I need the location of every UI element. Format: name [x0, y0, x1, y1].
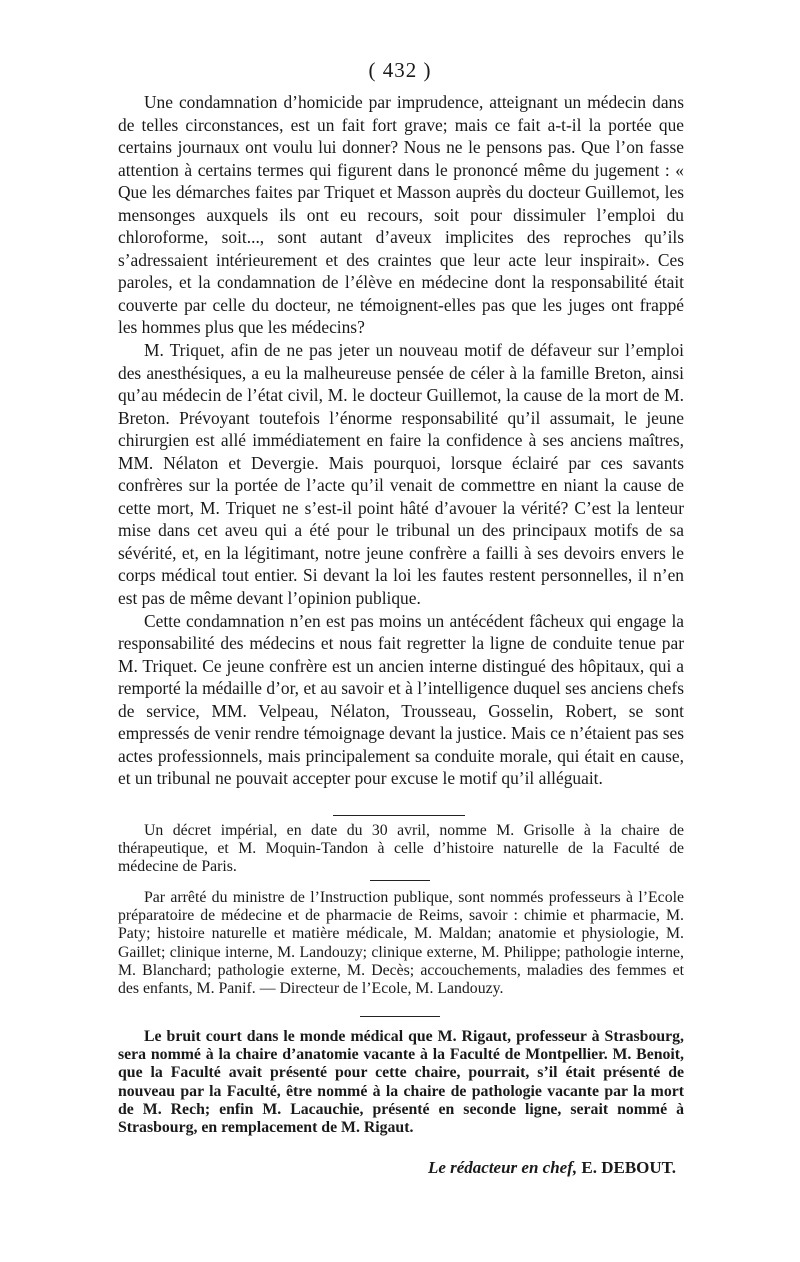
signature-role: Le rédacteur en chef,: [427, 1158, 578, 1177]
main-article: [118, 91, 684, 790]
section-divider: [370, 880, 430, 881]
article-paragraph-1: Une condamnation d’homicide par imprudence, atteignant un médecin dans de telles circonstances, est un fait fort grave; mais ce fait a-t-il la portée que certains journaux ont voulu lui donner? Nous ne le pensons pas. Que l’on fasse attention à certains termes qui figurent dans le prononcé même du jugement : « Que les démarches faites par Triquet et Masson auprès du docteur Guillemot, les mensonges auxquels ils ont eu recours, soit pour dissimuler l’emploi du chloroforme, soit..., sont autant d’aveux implicites des reproches qu’ils s’adressaient intérieurement et des craintes que leur acte leur inspirait». Ces paroles, et la condamnation de l’élève en médecine dont la responsabilité était couverte par celle du docteur, ne témoignent-elles pas que les juges ont frappé les hommes plus que les médecins?: [118, 92, 684, 338]
news-arrete-text: Par arrêté du ministre de l’Instruction publique, sont nommés professeurs à l’Ecole préparatoire de médecine et de pharmacie de Reims, savoir : chimie et pharmacie, M. Paty; histoire naturelle et matière médicale, M. Maldan; anatomie et physiologie, M. Gaillet; clinique interne, M. Landouzy; clinique externe, M. Philippe; pathologie interne, M. Blanchard; pathologie externe, M. Decès; accouchements, maladies des femmes et des enfants, M. Panif. — Directeur de l’Ecole, M. Landouzy.: [118, 889, 684, 998]
page-number: ( 432 ): [368, 58, 432, 82]
editor-signature: [406, 1158, 676, 1178]
news-decret: [118, 822, 684, 877]
section-divider: [333, 815, 465, 816]
news-bruit-text: Le bruit court dans le monde médical que M. Rigaut, professeur à Strasbourg, sera nommé à la chaire d’anatomie vacante à la Faculté de Montpellier. M. Benoit, que la Faculté avait présenté pour cette chaire, pourrait, s’il était présenté de nouveau par la Faculté, être nommé à la chaire de pathologie vacante par la mort de M. Rech; enfin M. Lacauchie, présenté en seconde ligne, serait nommé à Strasbourg, en remplacement de M. Rigaut.: [118, 1028, 684, 1137]
news-arrete: [118, 889, 684, 998]
news-decret-text: Un décret impérial, en date du 30 avril, nomme M. Grisolle à la chaire de thérapeutique, et M. Moquin-Tandon à celle d’histoire naturelle de la Faculté de médecine de Paris.: [118, 822, 684, 876]
section-divider: [360, 1016, 440, 1017]
article-paragraph-3: Cette condamnation n’en est pas moins un antécédent fâcheux qui engage la responsabilité des médecins et nous fait regretter la ligne de conduite tenue par M. Triquet. Ce jeune confrère est un ancien interne distingué des hôpitaux, qui a remporté la médaille d’or, et au savoir et à l’intelligence duquel ses anciens chefs de service, MM. Velpeau, Nélaton, Trousseau, Gosselin, Robert, se sont empressés de venir rendre témoignage devant la justice. Mais ce n’étaient pas ses actes professionnels, mais principalement sa conduite morale, qui était en cause, et un tribunal ne pouvait accepter pour excuse le motif qu’il alléguait.: [118, 610, 684, 789]
signature-name: E. DEBOUT.: [581, 1158, 676, 1177]
article-paragraph-2: M. Triquet, afin de ne pas jeter un nouveau motif de défaveur sur l’emploi des anesthésiques, a eu la malheureuse pensée de céler à la famille Breton, ainsi qu’au médecin de l’état civil, M. le docteur Guillemot, la cause de la mort de M. Breton. Prévoyant toutefois l’énorme responsabilité qu’il assumait, le jeune chirurgien est allé immédiatement en faire la confidence à ses anciens maîtres, MM. Nélaton et Devergie. Mais pourquoi, lorsque éclairé par ces savants confrères sur la portée de l’acte qu’il venait de commettre en niant la cause de cette mort, M. Triquet ne s’est-il point hâté d’avouer la vérité? C’est la lenteur mise dans cet aveu qui a été pour le tribunal un des principaux motifs de sa sévérité, et, en la légitimant, notre jeune confrère a failli à ses devoirs envers le corps médical tout entier. Si devant la loi les fautes restent personnelles, il n’en est pas de même devant l’opinion publique.: [118, 340, 684, 609]
news-bruit: [118, 1028, 684, 1137]
